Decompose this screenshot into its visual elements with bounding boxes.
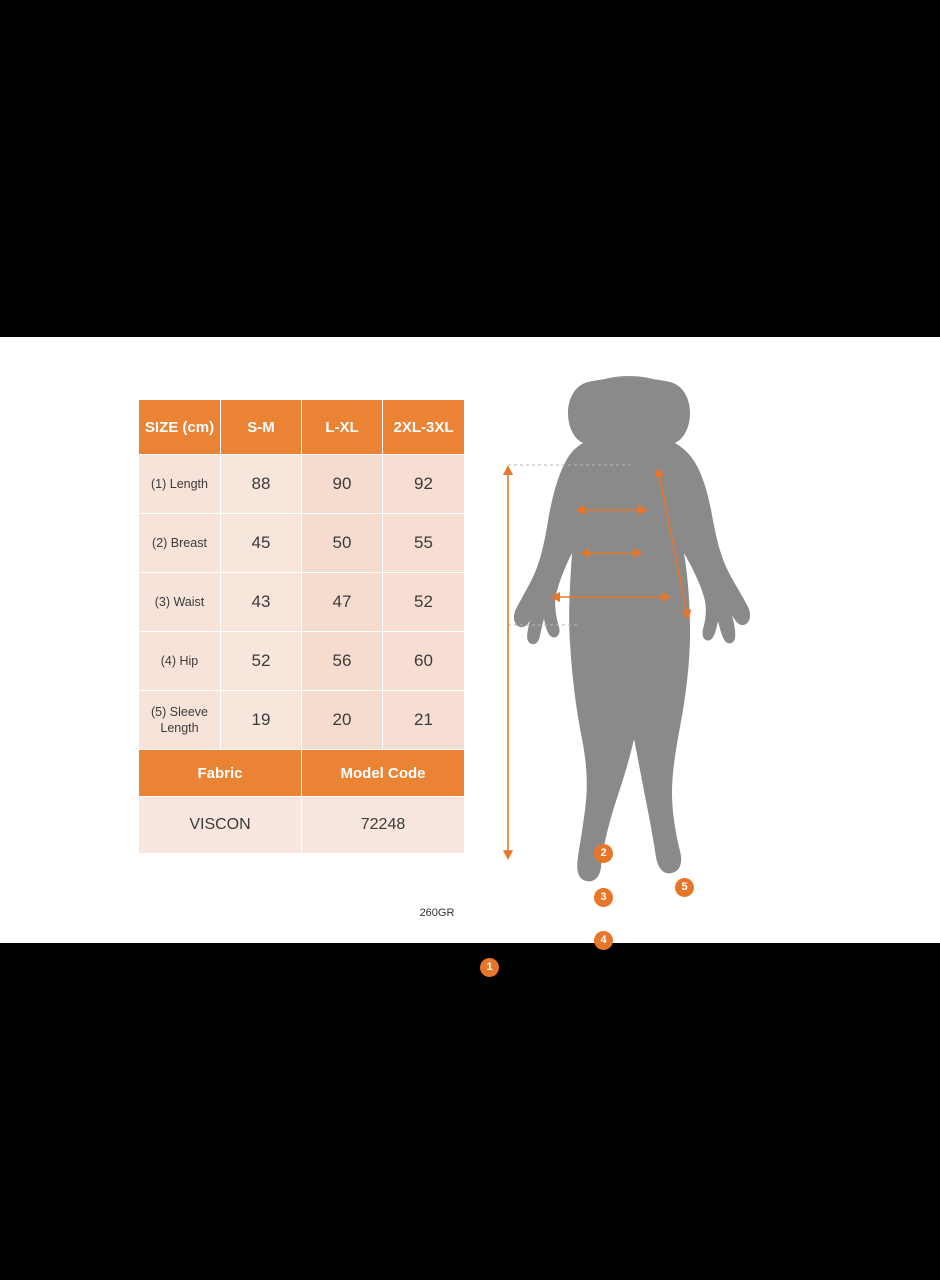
subheader-fabric: Fabric bbox=[139, 750, 302, 797]
female-silhouette-diagram bbox=[470, 357, 770, 927]
header-lxl: L-XL bbox=[302, 400, 383, 455]
cell-waist-2xl3xl: 52 bbox=[383, 573, 465, 632]
letterbox-bottom bbox=[0, 943, 940, 1280]
header-sm: S-M bbox=[221, 400, 302, 455]
row-label-length: (1) Length bbox=[139, 455, 221, 514]
cell-length-2xl3xl: 92 bbox=[383, 455, 465, 514]
table-row bbox=[139, 573, 465, 632]
table-row bbox=[139, 514, 465, 573]
measurement-figure bbox=[470, 357, 770, 973]
row-label-hip: (4) Hip bbox=[139, 632, 221, 691]
subheader-model-code: Model Code bbox=[302, 750, 465, 797]
cell-hip-sm: 52 bbox=[221, 632, 302, 691]
cell-sleeve-lxl: 20 bbox=[302, 691, 383, 750]
header-2xl3xl: 2XL-3XL bbox=[383, 400, 465, 455]
marker-3-badge: 3 bbox=[594, 888, 613, 907]
marker-2-badge: 2 bbox=[594, 844, 613, 863]
cell-waist-sm: 43 bbox=[221, 573, 302, 632]
letterbox-top bbox=[0, 0, 940, 337]
marker-4-badge: 4 bbox=[594, 931, 613, 950]
header-size: SIZE (cm) bbox=[139, 400, 221, 455]
table-row bbox=[139, 632, 465, 691]
fabric-weight-label: 260GR bbox=[419, 907, 455, 919]
cell-model-code-value: 72248 bbox=[302, 797, 465, 854]
size-chart-table bbox=[138, 399, 465, 854]
size-chart-content bbox=[0, 337, 940, 973]
silhouette-hair-detail bbox=[571, 376, 687, 442]
cell-breast-lxl: 50 bbox=[302, 514, 383, 573]
silhouette-body-detail bbox=[610, 435, 648, 457]
cell-length-lxl: 90 bbox=[302, 455, 383, 514]
cell-breast-2xl3xl: 55 bbox=[383, 514, 465, 573]
cell-sleeve-2xl3xl: 21 bbox=[383, 691, 465, 750]
cell-hip-2xl3xl: 60 bbox=[383, 632, 465, 691]
cell-hip-lxl: 56 bbox=[302, 632, 383, 691]
table-footer-row bbox=[139, 797, 465, 854]
cell-breast-sm: 45 bbox=[221, 514, 302, 573]
table-subheader-row bbox=[139, 750, 465, 797]
cell-sleeve-sm: 19 bbox=[221, 691, 302, 750]
cell-waist-lxl: 47 bbox=[302, 573, 383, 632]
table-row bbox=[139, 455, 465, 514]
table-header-row bbox=[139, 400, 465, 455]
row-label-waist: (3) Waist bbox=[139, 573, 221, 632]
marker-1-badge: 1 bbox=[480, 958, 499, 977]
row-label-sleeve-length: (5) Sleeve Length bbox=[139, 691, 221, 750]
table-row bbox=[139, 691, 465, 750]
cell-length-sm: 88 bbox=[221, 455, 302, 514]
marker-5-badge: 5 bbox=[675, 878, 694, 897]
cell-fabric-value: VISCON bbox=[139, 797, 302, 854]
row-label-breast: (2) Breast bbox=[139, 514, 221, 573]
